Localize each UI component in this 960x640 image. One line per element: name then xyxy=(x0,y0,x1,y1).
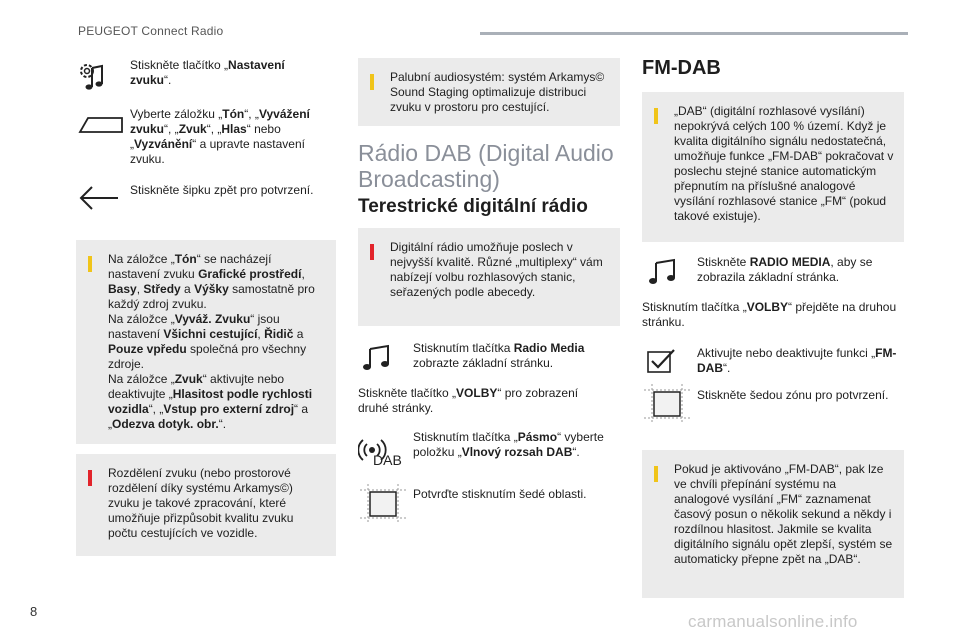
col3-info-text-1: „DAB“ (digitální rozhlasové vysílání) nepokrývá celých 100 % území. Když je kvalita digitálního signálu nedostatečná, umožňuje funkce „FM-DAB“ pokračovat v poslechu stejné stanice automatickým přepnutím na příslušné analogové vysílání rozhlasové stanice „FM“ (pokud takové existuje). xyxy=(674,104,894,223)
col2-step-confirm-gray: Potvrďte stisknutím šedé oblasti. xyxy=(413,487,587,501)
col3-step-confirm-gray: Stiskněte šedou zónu pro potvrzení. xyxy=(697,388,889,402)
col3-info-box-1 xyxy=(642,92,904,242)
watermark: carmanualsonline.info xyxy=(688,612,858,631)
col1-step-sound-settings: Stiskněte tlačítko „Nastavení zvuku“. xyxy=(130,58,285,87)
col1-step-select-tab: Vyberte záložku „Tón“, „Vyvážení zvuku“, „Zvuk“, „Hlas“ nebo „Vyzvánění“ a upravte nastavení zvuku. xyxy=(130,107,310,166)
section-title xyxy=(358,140,614,192)
info-marker xyxy=(654,466,658,482)
col1-info-box xyxy=(76,240,336,444)
col2-warning-text: Digitální rádio umožňuje poslech v nejvyšší kvalitě. Různé „multiplexy“ vám nabízejí volbu rozhlasových stanic, seřazených podle abecedy. xyxy=(390,240,603,299)
music-note-icon xyxy=(362,344,392,372)
fm-dab-title: FM-DAB xyxy=(642,57,721,79)
section-title-line1: Rádio DAB (Digital Audio xyxy=(358,140,614,166)
section-subtitle: Terestrické digitální rádio xyxy=(358,196,588,217)
col1-step-confirm: Stiskněte šipku zpět pro potvrzení. xyxy=(130,183,314,197)
gray-zone-icon xyxy=(644,384,690,424)
header-rule xyxy=(480,32,908,35)
page-number: 8 xyxy=(30,604,38,619)
warning-marker xyxy=(88,470,92,486)
back-arrow-icon xyxy=(78,184,120,212)
settings-music-icon xyxy=(78,60,106,92)
col2-step-radio-media: Stisknutím tlačítka Radio Media zobrazte základní stránku. xyxy=(413,341,585,370)
col3-step-radio-media: Stiskněte RADIO MEDIA, aby se zobrazila základní stránka. xyxy=(697,255,873,284)
col1-warning-text: Rozdělení zvuku (nebo prostorové rozdělení díky systému Arkamys©) zvuku je takové zpracování, které umožňuje přizpůsobit kvalitu zvuku počtu cestujících ve vozidle. xyxy=(108,466,294,540)
gray-zone-icon xyxy=(360,484,406,524)
dab-label: DAB xyxy=(373,452,402,468)
info-marker xyxy=(654,108,658,124)
info-marker xyxy=(370,74,374,90)
warning-marker xyxy=(370,244,374,260)
col3-step-toggle-fmdab: Aktivujte nebo deaktivujte funkci „FM-DAB“. xyxy=(697,346,897,375)
col3-info-text-2: Pokud je aktivováno „FM-DAB“, pak lze ve chvíli přepínání systému na analogové vysílání „FM“ zaznamenat časový posun o několik sekund a někdy i rozdílnou hlasitost. Jakmile se kvalita digitálního signálu opět zlepší, systém se automaticky přepne zpět na „DAB“. xyxy=(674,462,893,566)
col1-info-para3: Na záložce „Zvuk“ aktivujte nebo deaktivujte „Hlasitost podle rychlosti vozidla“, „Vstup pro externí zdroj“ a „Odezva dotyk. obr.“. xyxy=(108,372,313,431)
col1-warning-box xyxy=(76,454,336,556)
col2-warning-box xyxy=(358,228,620,326)
col2-step-band: Stisknutím tlačítka „Pásmo“ vyberte položku „Vlnový rozsah DAB“. xyxy=(413,430,604,459)
col2-step-volby: Stiskněte tlačítko „VOLBY“ pro zobrazení druhé stránky. xyxy=(358,386,579,415)
col3-step-volby: Stisknutím tlačítka „VOLBY“ přejděte na druhou stránku. xyxy=(642,300,897,329)
music-note-icon xyxy=(648,258,678,286)
section-title-line2: Broadcasting) xyxy=(358,166,500,192)
tab-shape-icon xyxy=(78,114,124,134)
info-marker xyxy=(88,256,92,272)
col2-info-text: Palubní audiosystém: systém Arkamys© Sound Staging optimalizuje distribuci zvuku v prostoru pro cestující. xyxy=(390,70,605,114)
radio-dab-icon xyxy=(358,432,406,470)
col2-info-box xyxy=(358,58,620,126)
col3-info-box-2 xyxy=(642,450,904,598)
running-header: PEUGEOT Connect Radio xyxy=(78,24,224,38)
col1-info-para2: Na záložce „Vyváž. Zvuku“ jsou nastavení Všichni cestující, Řidič a Pouze vpředu společná pro všechny zdroje. xyxy=(108,312,307,371)
col1-info-para1: Na záložce „Tón“ se nacházejí nastavení zvuku Grafické prostředí, Basy, Středy a Výšky samostatně pro každý zdroj zvuku. xyxy=(108,252,315,311)
checkbox-icon xyxy=(646,348,678,374)
